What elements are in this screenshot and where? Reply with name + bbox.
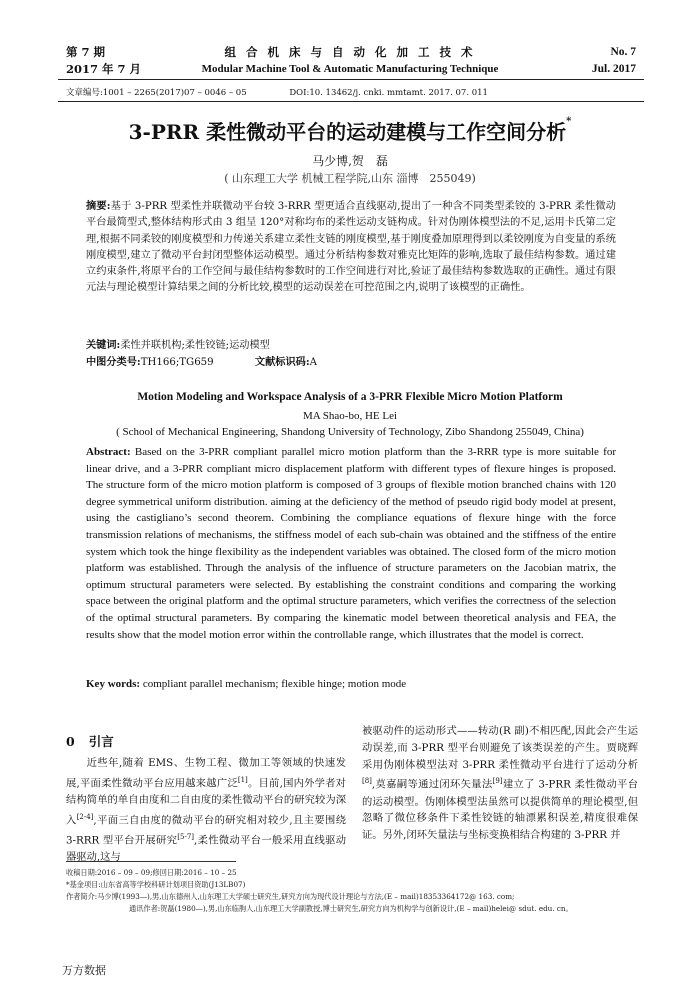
abstract-en-label: Abstract (86, 446, 127, 458)
article-doi: DOI:10. 13462/j. cnki. mmtamt. 2017. 07. 011 (289, 88, 488, 98)
doc-code-value: A (309, 357, 317, 368)
citation: [5-7] (177, 833, 194, 842)
citation: [2-4] (76, 812, 94, 821)
issue-info-en (592, 44, 636, 78)
keywords-cn (86, 337, 270, 354)
title-footnote-mark: * (566, 116, 572, 127)
keywords-en: Key words: compliant parallel mechanism; flexible hinge; motion mode (86, 678, 407, 690)
article-info (66, 86, 488, 98)
body-text: 近些年,随着 EMS、生物工程、微加工等领域的快速发展,平面柔性微动平台应用越来越广泛 (66, 757, 346, 790)
body-column-left (66, 755, 346, 866)
authors-en: MA Shao-bo, HE Lei (302, 410, 398, 422)
paper-title-cn (40, 116, 660, 145)
footnote-rule (66, 861, 236, 862)
keywords-en-label: Key words (86, 678, 137, 690)
citation: [8] (362, 777, 372, 786)
keywords-en-text: compliant parallel mechanism; flexible hinge; motion mode (142, 678, 407, 690)
body-text: ,柔性微动平台一般采用直线驱动器驱动,这与 (66, 834, 347, 864)
affiliation-en: ( School of Mechanical Engineering, Shandong University of Technology, Zibo Shandong 255049, China) (116, 426, 584, 438)
issue-date-en: Jul. 2017 (591, 63, 636, 75)
abstract-cn-text: 基于 3-PRR 型柔性并联微动平台较 3-RRR 型更适合直线驱动,提出了一种含不同类型柔铰的 3-PRR 柔性微动平台最简型式,整体结构形式由 3 组呈 120°对称均布的柔性运动支链构成。针对伪刚体模型法的不足,运用卡氏第二定理,根据不同柔铰的刚度模型和力传递关系建立柔性支链的刚度模型,基于刚度叠加原理得到以柔铰刚度为自变量的系统刚度模型,建立了微动平台封闭型整体运动模型。通过分析结构参数对雅克比矩阵的影响,选取了最佳结构参数。通过建立约束条件,将原平台的工作空间与最佳结构参数时的工作空间进行对比,验证了最佳结构参数选取的正确性。通过有限元法与理论模型计算结果之间的分析比较,模型的运动误差在可控范围之内,说明了该模型的正确性。 (86, 201, 616, 294)
issue-date-cn: 2017 年 7 月 (66, 62, 142, 76)
abstract-en: Abstract: Based on the 3-PRR compliant parallel micro motion platform than the 3-RRR type is more suitable for linear drive, and a 3-PRR compliant micro displacement platform with different types of flexure hinges is proposed. The structure form of the micro motion platform is composed of 3 groups of flexible motion branched chains with 120 degree symmetrical uniform distribution. aiming at the deficiency of the method of pseudo rigid body model at present, using the castigliano’s second theorem. Combining the compliance equations of flexure hinge with the force transmission relations of mechanisms, the stiffness model of each sub-chain was obtained and the stiffness of the entire system which took the hinge flexibility as the independent variables was obtained. The closed form of the micro motion platform was established. Through the analysis of the influence of structure parameters on the Jacobian matrix, the optimum structural parameters were selected. By establishing the constraint conditions and comparing the working space between the original platform and the optimal structure parameters, which verifies the correctness of the selection of the optimal structural parameters. By comparing the kinematic model between theoretical analysis and FEA, the results show that the model motion error within the controllable range, which illustrates that the model is correct. (86, 446, 616, 641)
journal-name (150, 44, 550, 78)
footnote-received: 收稿日期:2016 – 09 – 09;修回日期:2016 – 10 – 25 (66, 868, 237, 877)
footnote-fund: *基金项目:山东省高等学校科研计划项目资助(J13LB07) (66, 880, 246, 889)
paper-title-en: Motion Modeling and Workspace Analysis of a 3-PRR Flexible Micro Motion Platform (137, 391, 563, 403)
journal-name-en: Modular Machine Tool & Automatic Manufacturing Technique (201, 63, 499, 75)
abstract-cn (86, 198, 616, 297)
body-text: 被驱动件的运动形式——转动(R 副)不相匹配,因此会产生运动误差,而 3-PRR 型平台则避免了该类误差的产生。贾晓辉采用伪刚体模型法对 3-PRR 柔性微动平台进行了运动分析 (362, 725, 638, 771)
body-text: 。目前,国内外学者对结构简单的单自由度和二自由度的柔性微动平台的研究较为深入 (66, 777, 346, 827)
footnotes (66, 867, 646, 915)
keywords-cn-label: 关键词: (86, 339, 121, 351)
citation: [1] (237, 775, 248, 784)
abstract-cn-label: 摘要: (86, 200, 111, 212)
header-rule (58, 79, 644, 80)
title-text: 3-PRR 柔性微动平台的运动建模与工作空间分析 (128, 120, 567, 144)
abstract-en-text: Based on the 3-PRR compliant parallel micro motion platform than the 3-RRR type is more suitable for linear drive, and a 3-PRR compliant micro displacement platform with different types of flexure hinges is proposed. The structure form of the micro motion platform is composed of 3 groups of flexible motion branched chains with 120 degree symmetrical uniform distribution. aiming at the deficiency of the method of pseudo rigid body model at present, using the castigliano’s second theorem. Combining the compliance equations of flexure hinge with the force transmission relations of mechanisms, the stiffness model of each sub-chain was obtained and the stiffness of the entire system which took the hinge flexibility as the independent variables was obtained. The closed form of the micro motion platform was established. Through the analysis of the influence of structure parameters on the Jacobian matrix, the optimum structural parameters were selected. By establishing the constraint conditions and comparing the working space between the original platform and the optimal structure parameters, which verifies the correctness of the selection of the optimal structural parameters. By comparing the kinematic model between theoretical analysis and FEA, the results show that the model motion error within the controllable range, which illustrates that the model is correct. (86, 446, 616, 641)
journal-name-cn: 组 合 机 床 与 自 动 化 加 工 技 术 (224, 45, 476, 59)
footnote-author: 作者简介:马少博(1993—),男,山东德州人,山东理工大学硕士研究生,研究方向为现代设计理论与方法,(E – mail)18353364172@ 163. com; (66, 892, 515, 901)
body-text: ,平面三自由度的微动平台的研究相对较少,且主要围绕 3-RRR 型平台开展研究 (66, 814, 347, 847)
affiliation-cn: ( 山东理工大学 机械工程学院,山东 淄博 255049) (224, 172, 476, 185)
watermark: 万方数据 (62, 964, 106, 977)
doc-code-label: 文献标识码: (254, 356, 310, 368)
body-column-right (362, 723, 638, 844)
citation: [9] (492, 777, 503, 786)
keywords-cn-text: 柔性并联机构;柔性铰链;运动模型 (120, 340, 270, 351)
footnote-corresponding: 通讯作者:贺磊(1980—),男,山东临朐人,山东理工大学副教授,博士研究生,研究方向为机构学与创新设计,(E – mail)helei@ sdut. edu. cn。 (129, 904, 573, 913)
article-number: 文章编号:1001 – 2265(2017)07 – 0046 – 05 (66, 88, 247, 98)
section-heading (66, 732, 114, 750)
clc-value: TH166;TG659 (140, 357, 214, 368)
info-rule (58, 101, 644, 102)
clc-label: 中图分类号: (86, 356, 141, 368)
section-title: 引言 (88, 734, 114, 749)
section-number: 0 (66, 734, 75, 749)
issue-number-en: No. 7 (610, 46, 636, 58)
issue-info-cn (66, 44, 141, 78)
body-text: ,莫嘉嗣等通过闭环矢量法 (371, 778, 493, 791)
classification-info (86, 354, 317, 371)
body-text: 建立了 3-PRR 柔性微动平台的运动模型。伪刚体模型法虽然可以提供简单的理论模型,但忽略了微位移条件下柔性铰链的轴漂累积误差,精度很难保证。另外,闭环矢量法与坐标变换相结合构建的 3-PRR 并 (362, 778, 638, 842)
authors-cn: 马少博,贺 磊 (312, 154, 388, 168)
issue-number-cn: 第 7 期 (66, 45, 106, 59)
